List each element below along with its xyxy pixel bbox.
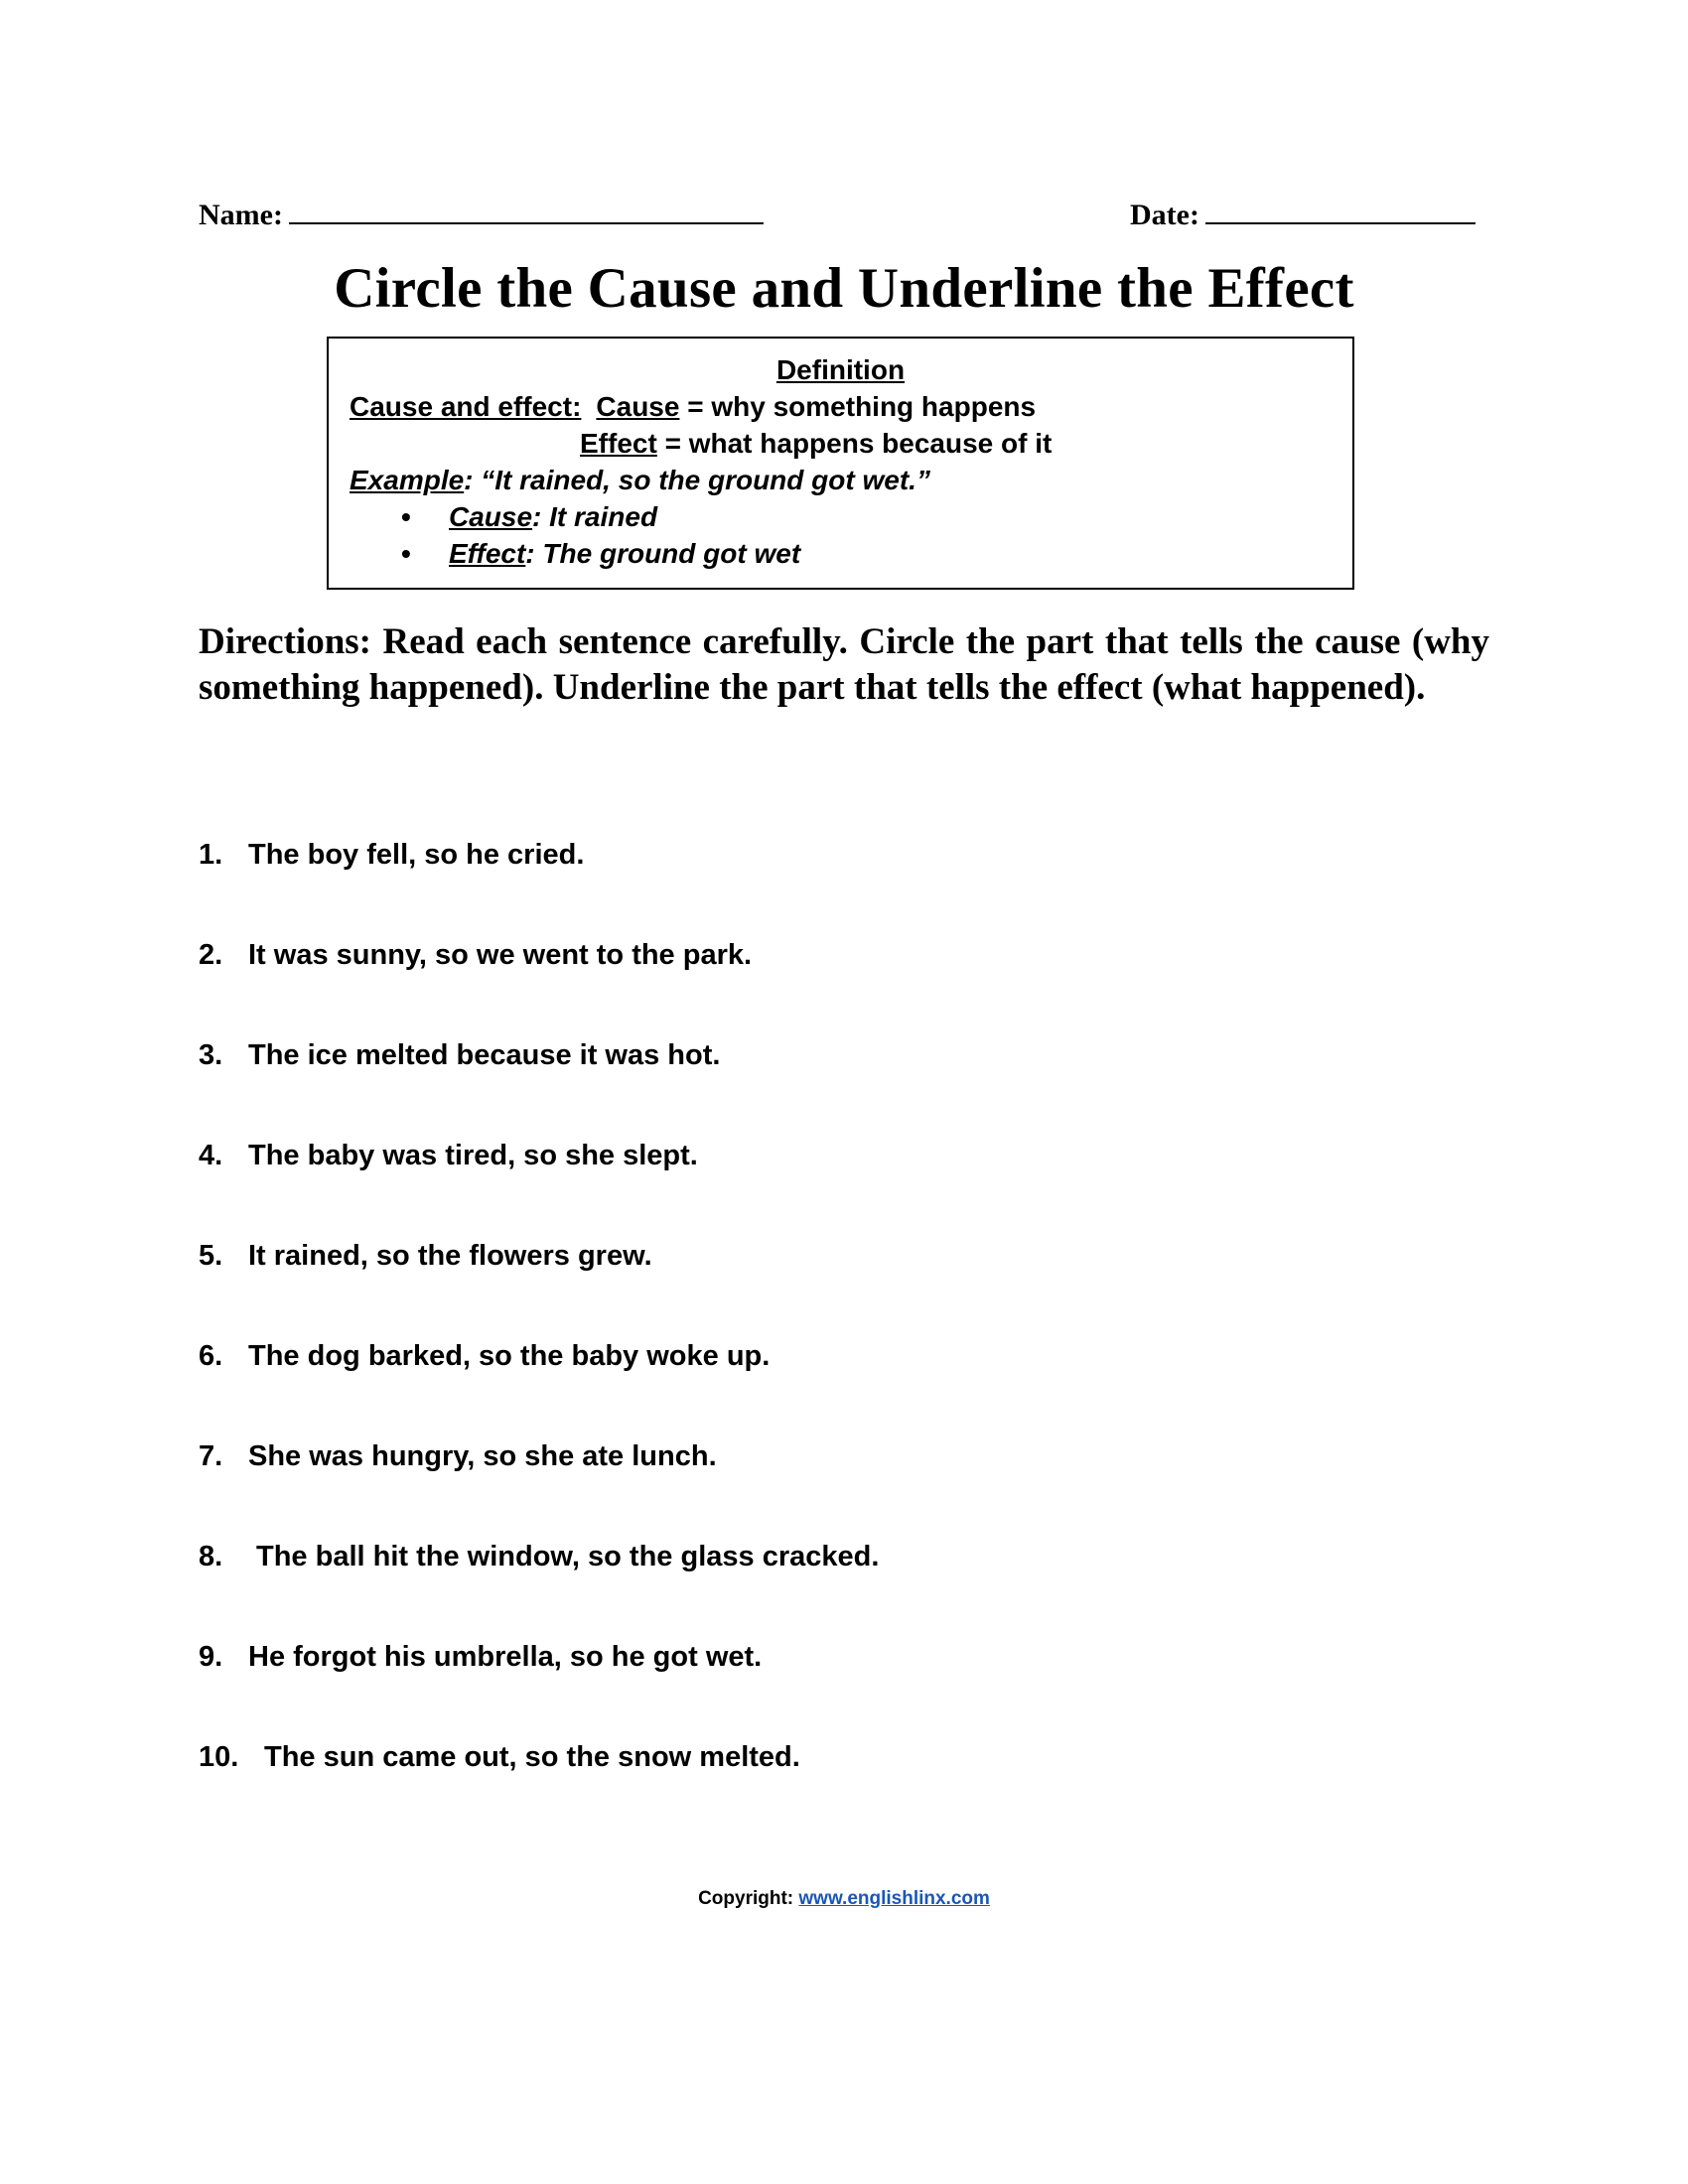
question-text[interactable]: The ice melted because it was hot. xyxy=(248,1039,721,1071)
effect-word: Effect xyxy=(580,428,657,459)
question-number: 10. xyxy=(199,1741,239,1773)
bullet-label: Cause xyxy=(449,501,533,532)
question-number: 8. xyxy=(199,1541,223,1572)
question-text[interactable]: The ball hit the window, so the glass cracked. xyxy=(256,1541,880,1572)
definition-effect-line xyxy=(580,428,1052,460)
copyright-link[interactable]: www.englishlinx.com xyxy=(798,1888,990,1909)
cause-definition: = why something happens xyxy=(679,391,1037,422)
question-number: 6. xyxy=(199,1340,223,1372)
definition-term: Cause and effect: xyxy=(350,391,582,422)
definition-cause-line xyxy=(350,391,1036,423)
question-text[interactable]: It rained, so the flowers grew. xyxy=(248,1240,652,1272)
bullet-value: : The ground got wet xyxy=(525,538,801,569)
bullet-label: Effect xyxy=(449,538,526,569)
question-number: 5. xyxy=(199,1240,223,1272)
question-text[interactable]: The boy fell, so he cried. xyxy=(248,839,585,871)
name-label: Name: xyxy=(199,199,283,231)
question-text[interactable]: The baby was tired, so she slept. xyxy=(248,1140,698,1171)
date-field xyxy=(1130,199,1476,232)
bullet-text xyxy=(449,501,657,533)
page-title: Circle the Cause and Underline the Effect xyxy=(334,257,1354,320)
directions-text: Directions: Read each sentence carefully. Circle the part that tells the cause (why something happened). Underline the part that tells the effect (what happened). xyxy=(199,621,1489,708)
question-text[interactable]: It was sunny, so we went to the park. xyxy=(248,939,753,971)
question-text[interactable]: The dog barked, so the baby woke up. xyxy=(248,1340,771,1372)
example-text: : “It rained, so the ground got wet.” xyxy=(464,465,930,495)
question-text[interactable]: He forgot his umbrella, so he got wet. xyxy=(248,1641,763,1673)
question-number: 7. xyxy=(199,1440,223,1472)
date-label: Date: xyxy=(1130,199,1199,231)
bullet-icon: • xyxy=(401,538,411,569)
question-number: 1. xyxy=(199,839,223,871)
question-number: 2. xyxy=(199,939,223,971)
name-blank-line[interactable] xyxy=(289,201,764,224)
example-label: Example xyxy=(350,465,465,495)
bullet-item xyxy=(329,501,1352,537)
bullet-icon: • xyxy=(401,501,411,532)
question-text[interactable]: She was hungry, so she ate lunch. xyxy=(248,1440,717,1472)
copyright-label: Copyright: xyxy=(698,1888,799,1909)
bullet-value: : It rained xyxy=(532,501,658,532)
copyright-footer xyxy=(0,1888,1688,1910)
question-number: 9. xyxy=(199,1641,223,1673)
definition-heading: Definition xyxy=(775,354,906,385)
definition-example-line xyxy=(350,465,930,496)
name-field xyxy=(199,199,764,232)
bullet-text xyxy=(449,538,800,570)
date-blank-line[interactable] xyxy=(1205,201,1476,224)
cause-word: Cause xyxy=(596,391,680,422)
question-number: 4. xyxy=(199,1140,223,1171)
question-number: 3. xyxy=(199,1039,223,1071)
definition-box xyxy=(327,337,1354,590)
question-text[interactable]: The sun came out, so the snow melted. xyxy=(264,1741,800,1773)
effect-definition: = what happens because of it xyxy=(656,428,1053,459)
bullet-item xyxy=(329,538,1352,574)
header-row xyxy=(199,199,1489,238)
